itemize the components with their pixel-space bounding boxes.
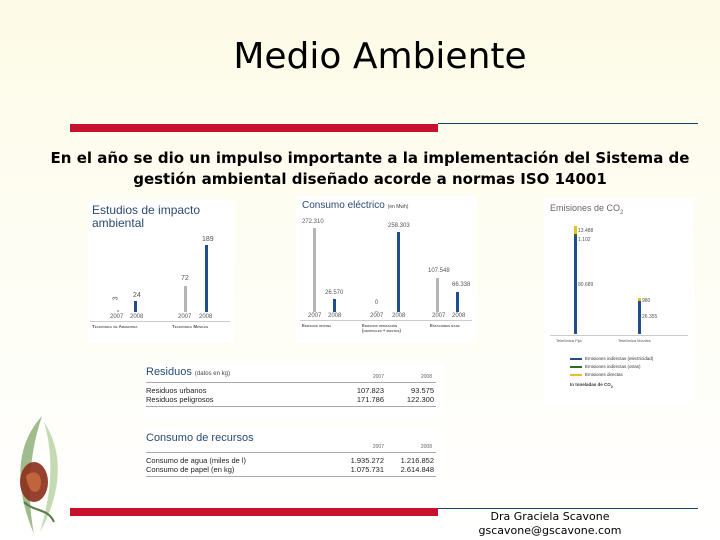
impact-studies-panel xyxy=(88,200,234,342)
row-label: Consumo de agua (miles de l) xyxy=(146,456,247,465)
bottom-rule-line xyxy=(438,508,698,509)
legend-item xyxy=(570,372,623,377)
co2-value: 980 xyxy=(642,298,651,304)
table-row xyxy=(146,395,214,404)
group-label: Telefónica Móviles xyxy=(172,324,209,329)
waste-title-text: Residuos xyxy=(146,366,192,378)
subtitle-line-1: En el año se dio un impulso importante a la implementación del Sistema de xyxy=(50,149,690,167)
bar xyxy=(574,237,577,334)
waste-unit-text: (datos en kg) xyxy=(194,371,230,377)
bar xyxy=(184,286,187,312)
row-value-2007: 107.823 xyxy=(356,386,384,395)
co2-value: 26.355 xyxy=(642,314,658,320)
resources-table-panel xyxy=(144,428,444,482)
legend-label: Emisiones indirectas (electricidad) xyxy=(585,356,654,361)
row-value-2008: 2.614.848 xyxy=(400,465,434,474)
legend-label: Emisiones directas xyxy=(585,372,623,377)
energy-panel-title xyxy=(302,200,408,211)
bar-value-label: 0 xyxy=(375,300,379,306)
bar xyxy=(375,311,378,312)
bar-year-label: 2008 xyxy=(392,313,406,319)
bar xyxy=(574,226,577,234)
row-label: Residuos urbanos xyxy=(146,386,207,395)
legend-swatch xyxy=(570,358,582,360)
bar-value-label: 3 xyxy=(112,296,120,301)
bar-year-label: 2007 xyxy=(308,313,322,319)
co2-panel-title xyxy=(550,203,623,216)
legend-item xyxy=(570,356,653,361)
co2-value: 1.102 xyxy=(578,237,591,243)
row-value-2008: 122.300 xyxy=(406,395,434,404)
author-name: Dra Graciela Scavone xyxy=(490,510,610,523)
bar-value-label: 272.310 xyxy=(302,219,324,225)
bar-year-label: 2008 xyxy=(328,313,342,319)
energy-title-text: Consumo eléctrico xyxy=(302,200,385,211)
legend-swatch xyxy=(570,366,582,368)
impact-panel-title-1: Estudios de impacto xyxy=(92,203,201,217)
row-label: Residuos peligrosos xyxy=(146,395,214,404)
waste-table-panel xyxy=(144,364,444,418)
row-value-2007: 1.935.272 xyxy=(350,456,384,465)
co2-title-sub: 2 xyxy=(620,209,624,216)
resources-table xyxy=(144,428,444,482)
energy-consumption-panel xyxy=(296,196,476,342)
bar xyxy=(333,299,336,312)
legend-label: Emisiones indirectas (otras) xyxy=(585,364,641,369)
col-header-2007: 2007 xyxy=(372,374,384,380)
row-value-2007: 171.786 xyxy=(356,395,384,404)
group-label: Edificios operación (centrales + mostos) xyxy=(362,323,401,333)
bar-year-label: 2007 xyxy=(110,314,124,320)
bar-value-label: 24 xyxy=(133,292,141,299)
table-row xyxy=(146,456,246,465)
bar-value-label: 72 xyxy=(181,275,189,282)
leaf-logo-icon xyxy=(4,412,74,538)
row-value-2007: 1.075.731 xyxy=(350,465,384,474)
group-label: Telefónica de Argentina xyxy=(92,324,138,329)
bar xyxy=(397,232,400,312)
bar-value-label: 66.338 xyxy=(452,282,471,288)
row-label: Consumo de papel (en kg) xyxy=(146,465,235,474)
co2-unit-note xyxy=(570,382,613,389)
author-email: gscavone@gscavone.com xyxy=(478,524,622,537)
co2-unit-text: In toneladas de CO xyxy=(570,382,611,387)
bar-year-label: 2008 xyxy=(130,314,144,320)
group-label: Telefónica Fija xyxy=(556,338,582,343)
co2-value: 13.488 xyxy=(578,228,594,234)
co2-title-text: Emisiones de CO xyxy=(550,203,621,213)
group-label: Telefónica Móviles xyxy=(618,338,651,343)
waste-table xyxy=(144,364,444,418)
col-header-2008: 2008 xyxy=(420,444,432,450)
row-value-2008: 93.575 xyxy=(411,386,434,395)
co2-value: 80.689 xyxy=(578,282,594,288)
bar xyxy=(456,292,459,312)
bar xyxy=(313,228,316,312)
impact-panel-title-2: ambiental xyxy=(92,216,145,230)
co2-emissions-panel xyxy=(544,198,694,404)
bar xyxy=(205,245,208,312)
energy-unit-text: (en Mwh) xyxy=(387,204,409,210)
subtitle-line-2: gestión ambiental diseñado acorde a normas ISO 14001 xyxy=(133,170,607,188)
bottom-red-bar xyxy=(70,508,438,516)
group-label: Edificios oficina xyxy=(302,323,332,328)
bar-year-label: 2007 xyxy=(432,313,446,319)
bar xyxy=(134,301,137,312)
top-red-bar xyxy=(70,124,438,132)
legend-swatch xyxy=(570,374,582,376)
slide-title: Medio Ambiente xyxy=(233,36,527,77)
top-rule-line xyxy=(438,123,698,124)
bar xyxy=(117,310,119,312)
bar-year-label: 2008 xyxy=(452,313,466,319)
bar-year-label: 2008 xyxy=(199,314,213,320)
bar xyxy=(638,301,641,334)
col-header-2007: 2007 xyxy=(372,444,384,450)
group-label: Estaciones base xyxy=(430,323,460,328)
row-value-2008: 1.216.852 xyxy=(400,456,434,465)
bar-year-label: 2007 xyxy=(178,314,192,320)
bar-value-label: 26.570 xyxy=(325,290,344,296)
table-row xyxy=(146,386,206,395)
col-header-2008: 2008 xyxy=(420,374,432,380)
bar-value-label: 107.548 xyxy=(428,268,450,274)
resources-title: Consumo de recursos xyxy=(146,432,254,444)
bar xyxy=(436,278,439,312)
table-row xyxy=(146,465,234,474)
bar-value-label: 258.303 xyxy=(388,223,410,229)
bar-value-label: 189 xyxy=(202,236,214,243)
co2-unit-sub: 2 xyxy=(610,384,613,389)
slide-subtitle xyxy=(30,148,710,190)
legend-item xyxy=(570,364,641,369)
author-block xyxy=(440,510,660,538)
bar-year-label: 2007 xyxy=(370,313,384,319)
